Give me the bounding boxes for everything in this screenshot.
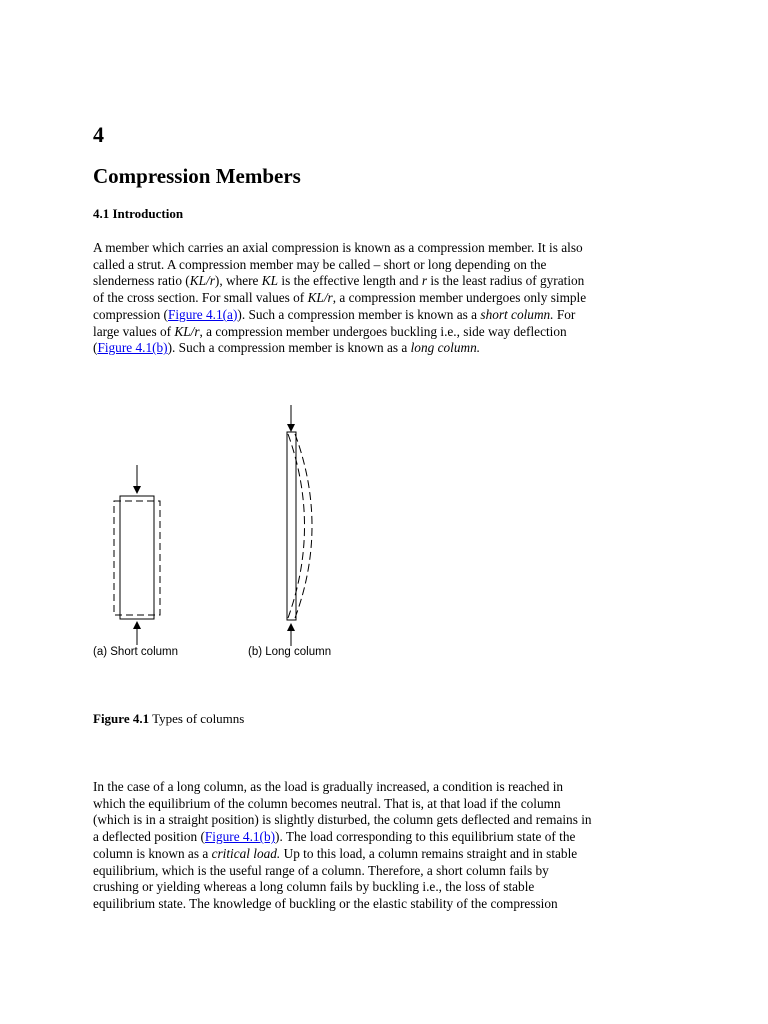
text-line: A member which carries an axial compression is known as a compression member. It is also [93, 240, 583, 255]
figure-caption-text: Types of columns [149, 711, 245, 726]
text-line: which the equilibrium of the column becomes neutral. That is, at that load if the column [93, 795, 561, 811]
long-column-paragraph [93, 779, 693, 913]
short-column-label: (a) Short column [93, 646, 179, 658]
chapter-number: 4 [93, 122, 104, 147]
columns-diagram [93, 400, 353, 650]
chapter-title: Compression Members [93, 164, 301, 188]
text-line: crushing or yielding whereas a long column fails by buckling i.e., the loss of stable [93, 879, 535, 895]
figure-columns [93, 400, 353, 670]
text-line: (Figure 4.1(b)). Such a compression member is known as a long column. [93, 340, 481, 356]
text-line: called a strut. A compression member may be called – short or long depending on the [93, 256, 547, 272]
figure-4-1b-link[interactable]: Figure 4.1(b) [204, 829, 276, 845]
text-line: compression (Figure 4.1(a)). Such a compression member is known as a short column. For [93, 306, 576, 322]
section-heading: 4.1 Introduction [93, 206, 184, 221]
text-line: a deflected position (Figure 4.1(b)). The load corresponding to this equilibrium state of the [93, 829, 576, 845]
text-line: of the cross section. For small values of KL/r, a compression member undergoes only simple [93, 290, 587, 306]
text-line: equilibrium, which is the useful range of a column. Therefore, a short column fails by [93, 862, 549, 878]
text-line: large values of KL/r, a compression member undergoes buckling i.e., side way deflection [93, 323, 567, 339]
figure-4-1b-link[interactable]: Figure 4.1(b) [97, 340, 168, 356]
text-line: equilibrium state. The knowledge of buckling or the elastic stability of the compression [93, 895, 558, 911]
text-line: column is known as a critical load. Up to this load, a column remains straight and in stable [93, 845, 578, 861]
intro-paragraph [93, 240, 693, 357]
text-line: (which is in a straight position) is slightly disturbed, the column gets deflected and remains in [93, 812, 592, 828]
text-line: In the case of a long column, as the load is gradually increased, a condition is reached in [93, 779, 564, 794]
long-column-label: (b) Long column [248, 646, 332, 658]
short-column-drawing [114, 465, 160, 645]
figure-4-1a-link[interactable]: Figure 4.1(a) [167, 306, 238, 322]
text-line: slenderness ratio (KL/r), where KL is the effective length and r is the least radius of gyration [93, 273, 585, 289]
long-column-drawing [287, 405, 312, 646]
figure-number: Figure 4.1 [93, 711, 150, 726]
figure-caption [93, 711, 244, 727]
